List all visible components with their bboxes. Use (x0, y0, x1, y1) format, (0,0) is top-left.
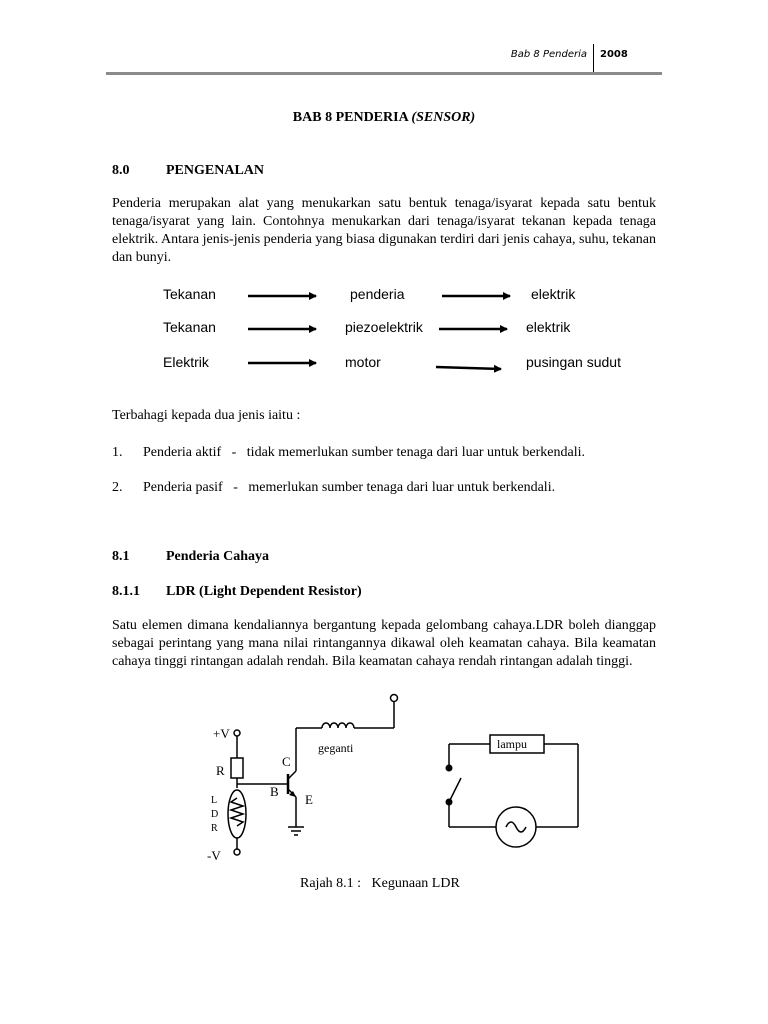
types-intro: Terbahagi kepada dua jenis iaitu : (112, 408, 301, 423)
ldr-letter: L (211, 795, 218, 806)
flow-input: Tekanan (163, 286, 216, 302)
flow-middle: penderia (350, 286, 405, 302)
ldr-letter: R (211, 823, 218, 834)
list-item-number: 2. (112, 480, 123, 495)
section-title: LDR (Light Dependent Resistor) (166, 584, 362, 599)
list-item-number: 1. (112, 445, 123, 460)
list-item-text: Penderia pasif - memerlukan sumber tenaga dari luar untuk berkendali. (143, 480, 556, 495)
section-number: 8.1 (112, 549, 130, 564)
lamp-label: lampu (497, 737, 527, 751)
resistor-label: R (216, 763, 225, 778)
pos-supply-label: +V (213, 726, 230, 741)
collector-label: C (282, 754, 291, 769)
switch-contact (446, 799, 453, 806)
pos-supply-terminal (234, 730, 240, 736)
emitter-label: E (305, 792, 313, 807)
section-number: 8.0 (112, 163, 130, 178)
relay-coil (322, 723, 354, 728)
figure-caption: Rajah 8.1 : Kegunaan LDR (300, 876, 460, 891)
flow-input: Tekanan (163, 319, 216, 335)
flow-middle: motor (345, 354, 381, 370)
neg-supply-label: -V (207, 848, 221, 863)
section-title: Penderia Cahaya (166, 549, 270, 564)
page-title-sub: (SENSOR) (411, 110, 476, 125)
section-title: PENGENALAN (166, 163, 265, 178)
flow-input: Elektrik (163, 354, 209, 370)
resistor-r (231, 758, 243, 778)
list-item-text: Penderia aktif - tidak memerlukan sumber tenaga dari luar untuk berkendali. (143, 445, 586, 460)
section-number: 8.1.1 (112, 584, 140, 599)
intro-paragraph: Penderia merupakan alat yang menukarkan satu bentuk tenaga/isyarat kepada satu bentuk tenaga/isyarat yang lain. Contohnya menukarkan dari tenaga/isyarat tekanan kepada tenaga elektrik. Antara jenis-jenis penderia yang biasa digunakan terdiri dari jenis cahaya, suhu, tekanan dan bunyi. (112, 196, 656, 265)
switch-contact (446, 765, 453, 772)
ldr-zigzag (231, 798, 243, 826)
relay-terminal (391, 695, 398, 702)
neg-supply-terminal (234, 849, 240, 855)
header-year: 2008 (600, 49, 628, 60)
page-title-main: BAB 8 PENDERIA (292, 110, 408, 125)
flow-middle: piezoelektrik (345, 319, 423, 335)
ac-wave (506, 822, 526, 832)
ldr-paragraph: Satu elemen dimana kendaliannya bergantung kepada gelombang cahaya.LDR boleh dianggap sebagai perintang yang mana nilai rintangannya dikawal oleh keamatan cahaya. Bila keamatan cahaya tinggi rintangan adalah rendah. Bila keamatan cahaya rendah rintangan adalah tinggi. (112, 618, 656, 669)
switch-blade (449, 778, 461, 802)
flow-output: elektrik (526, 319, 571, 335)
relay-label: geganti (318, 741, 354, 755)
flow-output: elektrik (531, 286, 576, 302)
header-chapter: Bab 8 Penderia (510, 49, 587, 60)
base-label: B (270, 784, 279, 799)
ldr-letter: D (211, 809, 219, 820)
flow-output: pusingan sudut (526, 354, 621, 370)
